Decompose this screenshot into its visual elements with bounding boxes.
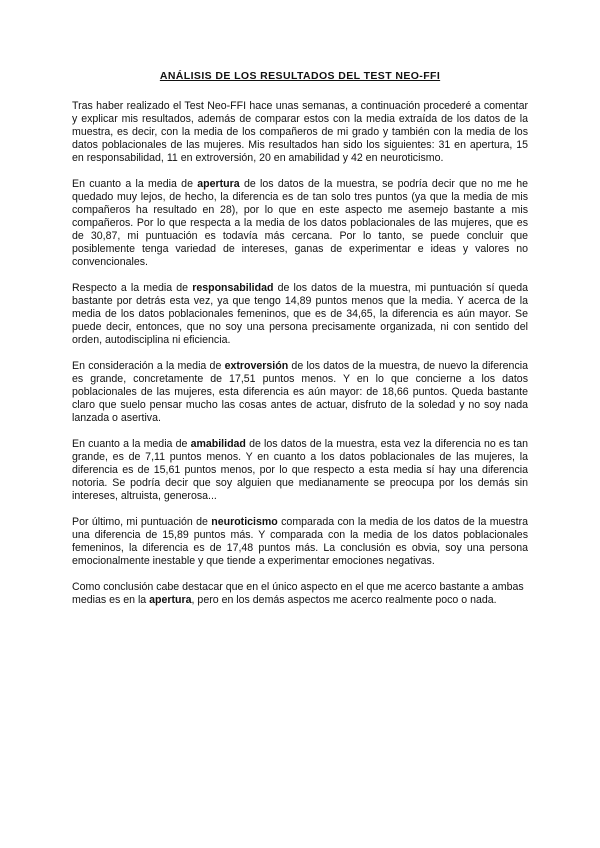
paragraph-text: En consideración a la media de xyxy=(72,360,225,372)
paragraph-text: Respecto a la media de xyxy=(72,282,193,294)
paragraph-text: En cuanto a la media de xyxy=(72,438,191,450)
bold-term: apertura xyxy=(197,178,240,190)
document-title: ANÁLISIS DE LOS RESULTADOS DEL TEST NEO-FFI xyxy=(159,70,441,82)
paragraph-intro: Tras haber realizado el Test Neo-FFI hace unas semanas, a continuación procederé a comentar y explicar mis resultados, además de comparar estos con la media extraída de los datos de la muestra, es decir, con la media de los compañeros de mi grado y también con la media de los datos poblacionales de las mujeres. Mis resultados han sido los siguientes: 31 en apertura, 15 en responsabilidad, 11 en extroversión, 20 en amabilidad y 42 en neuroticismo. xyxy=(72,100,528,164)
bold-term: neuroticismo xyxy=(211,516,278,528)
paragraph-text: de los datos de la muestra, se podría decir que no me he quedado muy lejos, de hecho, la diferencia es de tan solo tres puntos (ya que la media de mis compañeros ha resultado en 28), por lo que en este aspecto me asemejo bastante a mis compañeros. Por lo que respecta a la media de los datos poblacionales de las mujeres, que es de 30,87, mi puntuación es todavía más cercana. Por lo tanto, se puede concluir que posiblemente tenga variedad de intereses, ganas de experimentar e ideas y valores no convencionales. xyxy=(72,178,528,268)
paragraph-responsabilidad xyxy=(72,282,528,347)
bold-term: apertura xyxy=(149,594,192,606)
paragraph-text: de los datos de la muestra, esta vez la diferencia no es tan grande, es de 7,11 puntos menos. Y en cuanto a los datos poblacionales de las mujeres, la diferencia es de 15,61 puntos menos, por lo que respecto a esta media sí hay una diferencia notoria. Se podría decir que soy alguien que medianamente se preocupa por los demás sin intereses, altruista, generosa... xyxy=(72,438,528,502)
paragraph-conclusion xyxy=(72,581,528,607)
bold-term: extroversión xyxy=(224,360,289,372)
paragraph-text: En cuanto a la media de xyxy=(72,178,198,190)
paragraph-neuroticismo xyxy=(72,516,528,568)
paragraph-text: comparada con la media de los datos de la muestra una diferencia de 15,89 puntos más. Y comparada con la media de los datos poblacionales femeninos, la diferencia es de 17,48 puntos más. La conclusión es obvia, soy una persona emocionalmente inestable y que tiende a experimentar emociones negativas. xyxy=(72,516,529,567)
paragraph-text: Por último, mi puntuación de xyxy=(72,516,212,528)
paragraph-amabilidad xyxy=(72,438,528,503)
paragraph-text: de los datos de la muestra, mi puntuación sí queda bastante por detrás esta vez, ya que tengo 14,89 puntos menos que la media. Y acerca de la media de los datos poblacionales femeninos, que es de 34,65, la diferencia es aún mayor. Se puede decir, entonces, que no soy una persona precisamente organizada, ni con sentido del orden, autodisciplina ni eficiencia. xyxy=(72,282,528,346)
paragraph-text: de los datos de la muestra, de nuevo la diferencia es grande, concretamente de 17,51 puntos menos. Y en lo que concierne a los datos poblacionales de las mujeres, esta diferencia es aún mayor: de 18,66 puntos. Queda bastante claro que suelo pensar mucho las cosas antes de actuar, disfruto de la soledad y no soy nada lanzada o asertiva. xyxy=(72,360,528,424)
paragraph-text: , pero en los demás aspectos me acerco realmente poco o nada. xyxy=(191,594,497,606)
document-page xyxy=(72,70,528,620)
bold-term: responsabilidad xyxy=(192,282,274,294)
bold-term: amabilidad xyxy=(190,438,246,450)
paragraph-extroversion xyxy=(72,360,528,425)
paragraph-apertura xyxy=(72,178,528,269)
paragraph-text: Como conclusión cabe destacar que en el único aspecto en el que me acerco bastante a ambas medias es en la xyxy=(72,581,524,606)
